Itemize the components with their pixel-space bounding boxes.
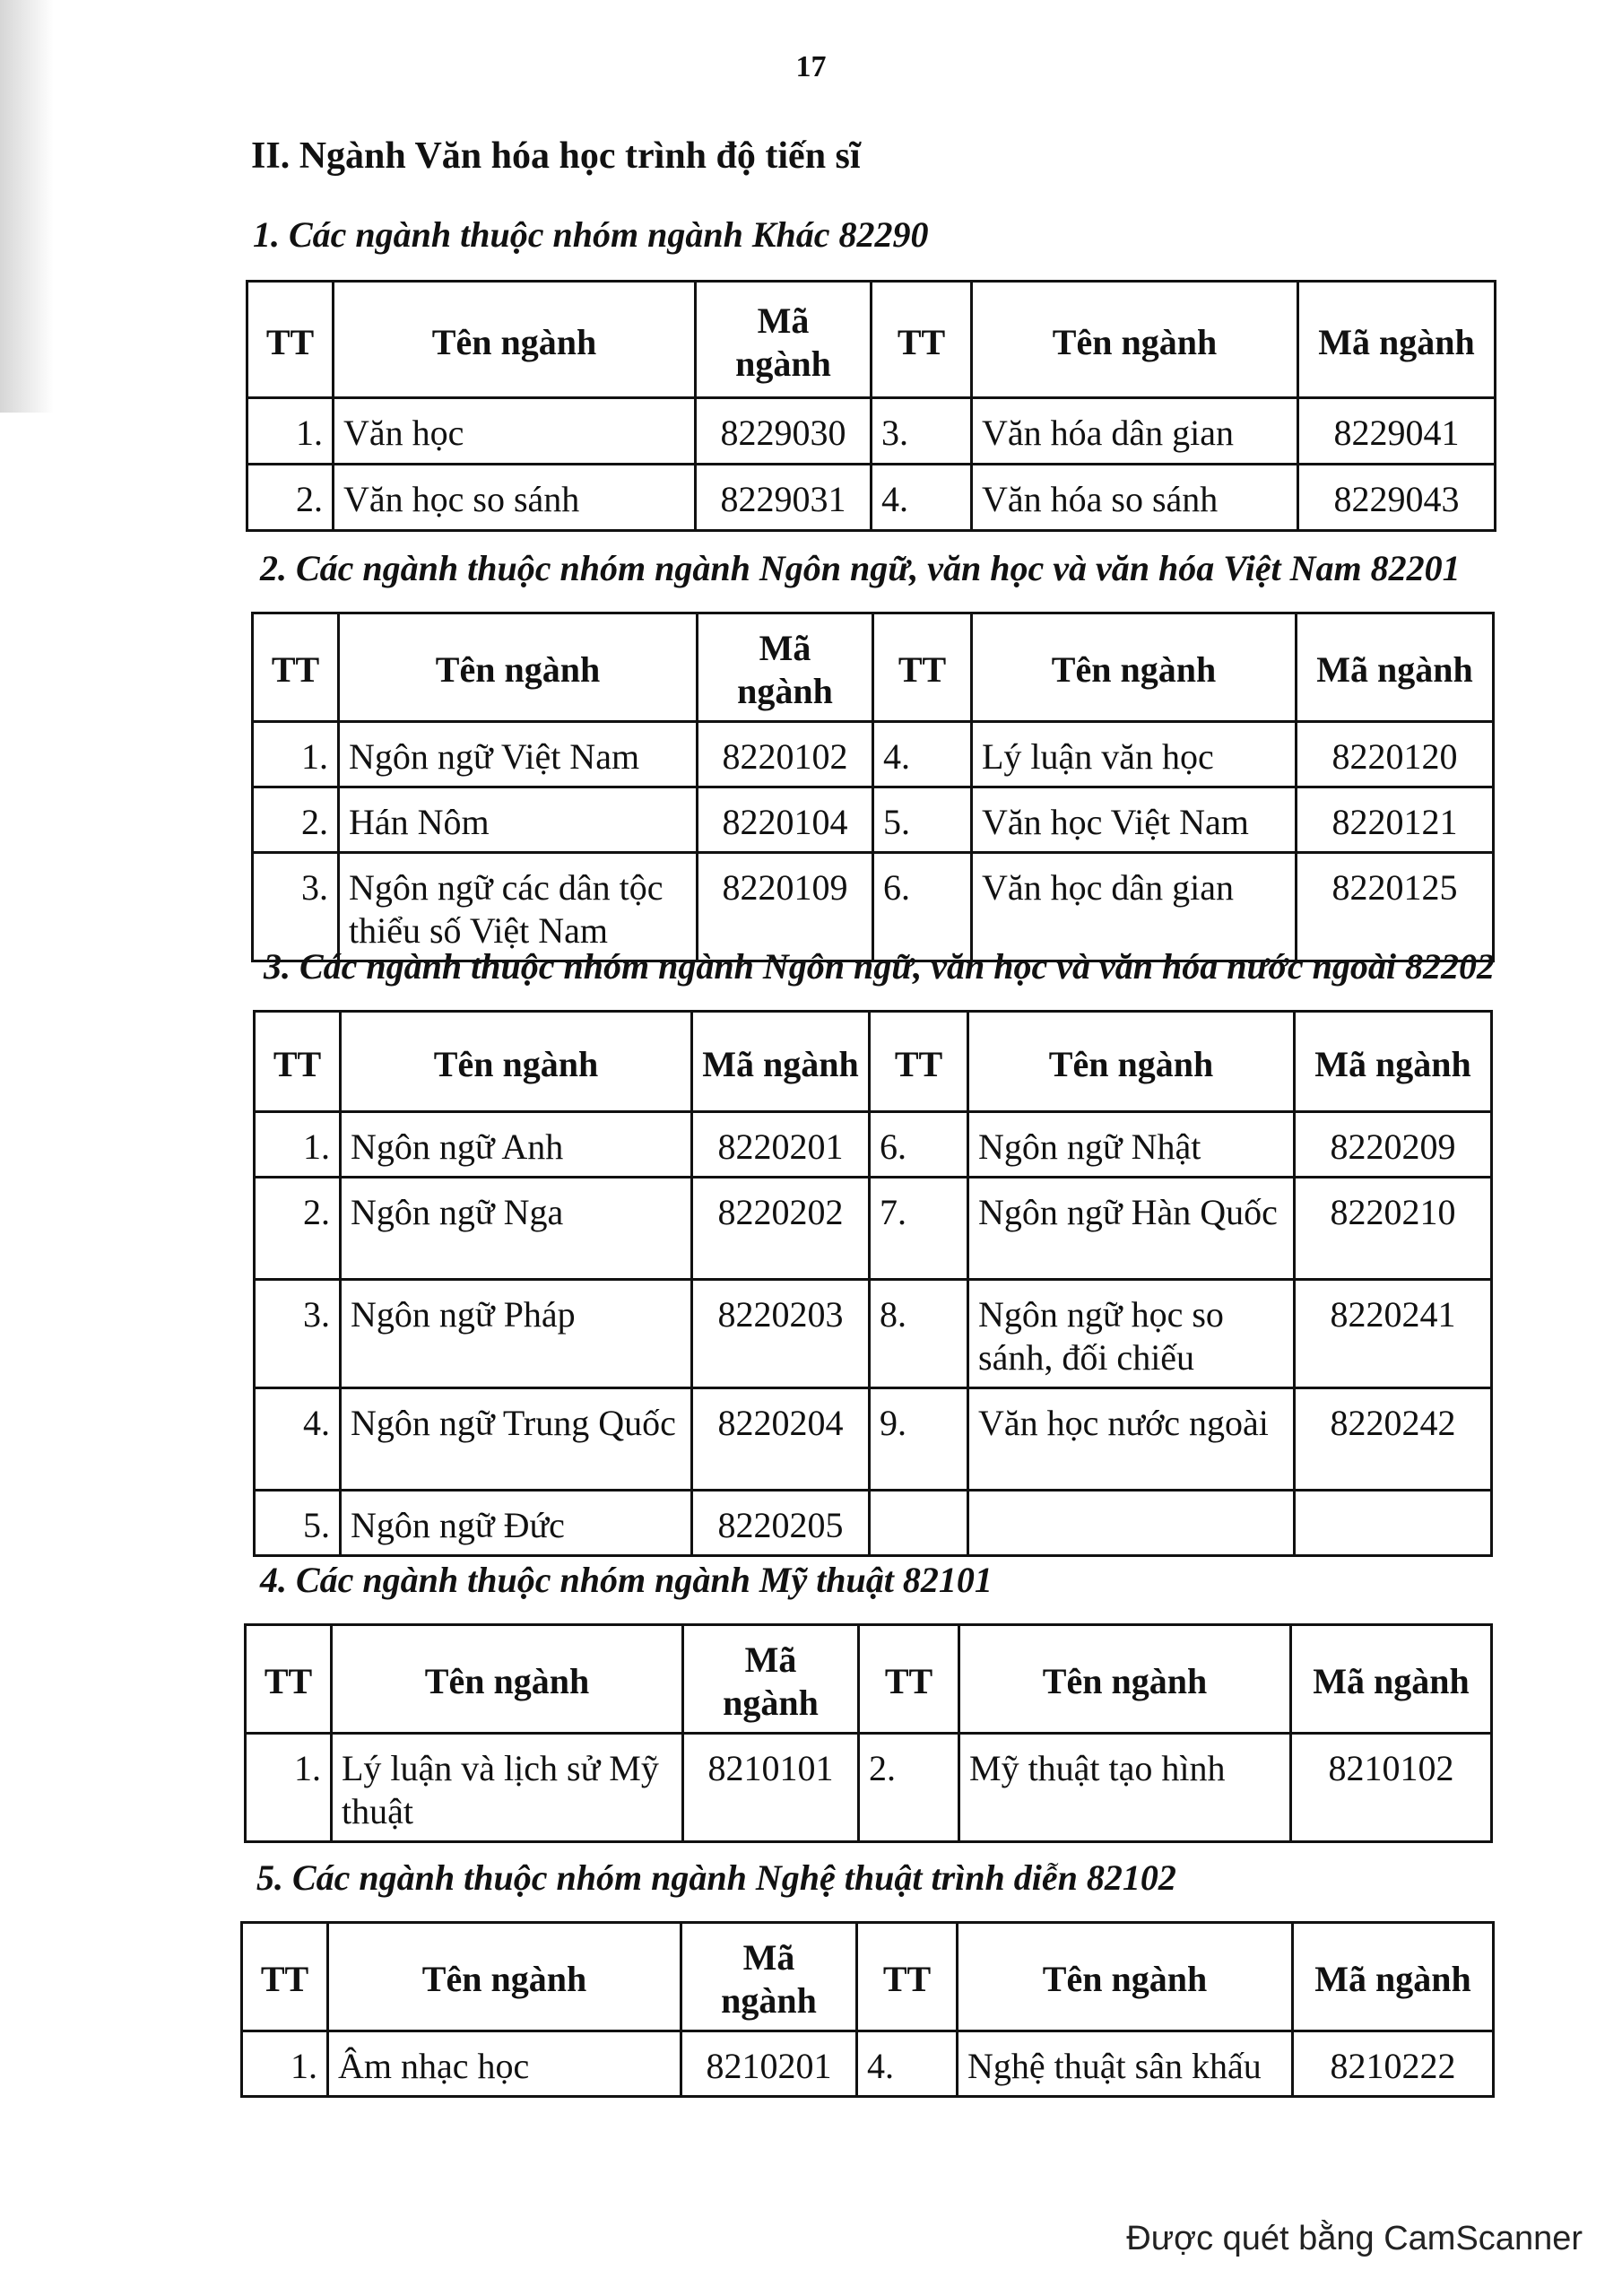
row-code: 8220125 [1297, 853, 1494, 961]
header-code: Mã ngành [698, 613, 873, 722]
row-tt: 4. [872, 465, 972, 531]
header-name: Tên ngành [341, 1012, 692, 1112]
row-code: 8220201 [692, 1112, 870, 1178]
row-tt: 7. [870, 1178, 968, 1280]
table-row [255, 1178, 1492, 1280]
row-tt: 9. [870, 1388, 968, 1491]
row-tt: 3. [872, 398, 972, 465]
row-name: Ngôn ngữ Nhật [968, 1112, 1295, 1178]
row-code: 8220209 [1295, 1112, 1492, 1178]
row-tt: 1. [255, 1112, 341, 1178]
group-4-title: 4. Các ngành thuộc nhóm ngành Mỹ thuật 82101 [260, 1560, 993, 1600]
row-code: 8210101 [683, 1734, 859, 1842]
row-name: Lý luận và lịch sử Mỹ thuật [332, 1734, 683, 1842]
row-code: 8220102 [698, 722, 873, 787]
row-name: Văn học Việt Nam [972, 787, 1297, 853]
row-code: 8220204 [692, 1388, 870, 1491]
header-code: Mã ngành [1291, 1625, 1492, 1734]
row-tt: 2. [253, 787, 339, 853]
header-name: Tên ngành [328, 1923, 681, 2031]
header-name: Tên ngành [958, 1923, 1293, 2031]
row-code: 8229041 [1298, 398, 1496, 465]
row-name: Văn học so sánh [334, 465, 696, 531]
row-name: Ngôn ngữ Pháp [341, 1280, 692, 1388]
header-name: Tên ngành [332, 1625, 683, 1734]
row-name: Âm nhạc học [328, 2031, 681, 2097]
group-1-table [246, 280, 1496, 532]
row-name: Nghệ thuật sân khấu [958, 2031, 1293, 2097]
group-3-title: 3. Các ngành thuộc nhóm ngành Ngôn ngữ, văn học và văn hóa nước ngoài 82202 [264, 946, 1496, 987]
header-name: Tên ngành [959, 1625, 1291, 1734]
table-row [255, 1112, 1492, 1178]
row-tt: 2. [247, 465, 334, 531]
row-name: Văn hóa so sánh [972, 465, 1298, 531]
row-tt: 4. [857, 2031, 958, 2097]
header-code: Mã ngành [692, 1012, 870, 1112]
row-tt: 4. [873, 722, 972, 787]
row-tt: 4. [255, 1388, 341, 1491]
row-name: Ngôn ngữ học so sánh, đối chiếu [968, 1280, 1295, 1388]
group-1-title: 1. Các ngành thuộc nhóm ngành Khác 82290 [253, 214, 929, 255]
row-code: 8220203 [692, 1280, 870, 1388]
row-tt: 1. [253, 722, 339, 787]
row-tt: 5. [255, 1491, 341, 1556]
table-header-row [255, 1012, 1492, 1112]
row-name: Ngôn ngữ Anh [341, 1112, 692, 1178]
header-code: Mã ngành [1298, 282, 1496, 398]
page-number: 17 [795, 50, 827, 83]
row-tt: 3. [255, 1280, 341, 1388]
table-row [247, 398, 1496, 465]
group-5-title: 5. Các ngành thuộc nhóm ngành Nghệ thuật trình diễn 82102 [256, 1857, 1176, 1898]
header-tt: TT [870, 1012, 968, 1112]
header-tt: TT [255, 1012, 341, 1112]
table-header-row [253, 613, 1494, 722]
header-tt: TT [247, 282, 334, 398]
table-row [247, 465, 1496, 531]
row-name [968, 1491, 1295, 1556]
group-4-table [244, 1623, 1493, 1843]
header-tt: TT [246, 1625, 332, 1734]
table-row [255, 1388, 1492, 1491]
row-tt: 1. [242, 2031, 328, 2097]
camscanner-watermark: Được quét bằng CamScanner [1126, 2220, 1583, 2257]
row-code: 8210102 [1291, 1734, 1492, 1842]
group-5-table [240, 1921, 1495, 2098]
row-name: Lý luận văn học [972, 722, 1297, 787]
row-tt: 5. [873, 787, 972, 853]
header-name: Tên ngành [339, 613, 698, 722]
row-code [1295, 1491, 1492, 1556]
row-tt: 6. [873, 853, 972, 961]
table-row [255, 1280, 1492, 1388]
header-tt: TT [859, 1625, 959, 1734]
table-row [255, 1491, 1492, 1556]
header-name: Tên ngành [334, 282, 696, 398]
header-code: Mã ngành [1297, 613, 1494, 722]
row-name: Văn học [334, 398, 696, 465]
table-row [253, 722, 1494, 787]
row-tt: 6. [870, 1112, 968, 1178]
row-code: 8229030 [696, 398, 872, 465]
row-code: 8220202 [692, 1178, 870, 1280]
header-name: Tên ngành [968, 1012, 1295, 1112]
row-code: 8220241 [1295, 1280, 1492, 1388]
section-title: II. Ngành Văn hóa học trình độ tiến sĩ [251, 135, 861, 177]
header-code: Mã ngành [1295, 1012, 1492, 1112]
header-tt: TT [253, 613, 339, 722]
header-code: Mã ngành [1293, 1923, 1494, 2031]
header-tt: TT [857, 1923, 958, 2031]
group-2-table [251, 612, 1495, 962]
header-tt: TT [242, 1923, 328, 2031]
header-code: Mã ngành [681, 1923, 857, 2031]
group-3-table [253, 1010, 1493, 1557]
row-name: Mỹ thuật tạo hình [959, 1734, 1291, 1842]
header-name: Tên ngành [972, 282, 1298, 398]
row-code: 8210222 [1293, 2031, 1494, 2097]
header-code: Mã ngành [683, 1625, 859, 1734]
row-name: Văn học nước ngoài [968, 1388, 1295, 1491]
row-name: Ngôn ngữ Việt Nam [339, 722, 698, 787]
row-code: 8220205 [692, 1491, 870, 1556]
row-tt: 3. [253, 853, 339, 961]
row-name: Hán Nôm [339, 787, 698, 853]
table-header-row [246, 1625, 1492, 1734]
table-header-row [247, 282, 1496, 398]
row-name: Ngôn ngữ Trung Quốc [341, 1388, 692, 1491]
group-2-title: 2. Các ngành thuộc nhóm ngành Ngôn ngữ, văn học và văn hóa Việt Nam 82201 [260, 548, 1461, 588]
row-code: 8220104 [698, 787, 873, 853]
row-code: 8220109 [698, 853, 873, 961]
row-code: 8220120 [1297, 722, 1494, 787]
row-name: Ngôn ngữ Hàn Quốc [968, 1178, 1295, 1280]
table-row [242, 2031, 1494, 2097]
table-header-row [242, 1923, 1494, 2031]
row-tt [870, 1491, 968, 1556]
row-tt: 2. [255, 1178, 341, 1280]
row-tt: 2. [859, 1734, 959, 1842]
row-name: Văn hóa dân gian [972, 398, 1298, 465]
row-tt: 1. [247, 398, 334, 465]
row-name: Ngôn ngữ Nga [341, 1178, 692, 1280]
row-code: 8220210 [1295, 1178, 1492, 1280]
table-row [246, 1734, 1492, 1842]
row-code: 8220121 [1297, 787, 1494, 853]
row-tt: 1. [246, 1734, 332, 1842]
header-name: Tên ngành [972, 613, 1297, 722]
row-name: Văn học dân gian [972, 853, 1297, 961]
row-code: 8229043 [1298, 465, 1496, 531]
header-tt: TT [873, 613, 972, 722]
table-row [253, 787, 1494, 853]
row-name: Ngôn ngữ các dân tộc thiểu số Việt Nam [339, 853, 698, 961]
row-tt: 8. [870, 1280, 968, 1388]
header-tt: TT [872, 282, 972, 398]
row-name: Ngôn ngữ Đức [341, 1491, 692, 1556]
row-code: 8229031 [696, 465, 872, 531]
header-code: Mã ngành [696, 282, 872, 398]
row-code: 8220242 [1295, 1388, 1492, 1491]
row-code: 8210201 [681, 2031, 857, 2097]
